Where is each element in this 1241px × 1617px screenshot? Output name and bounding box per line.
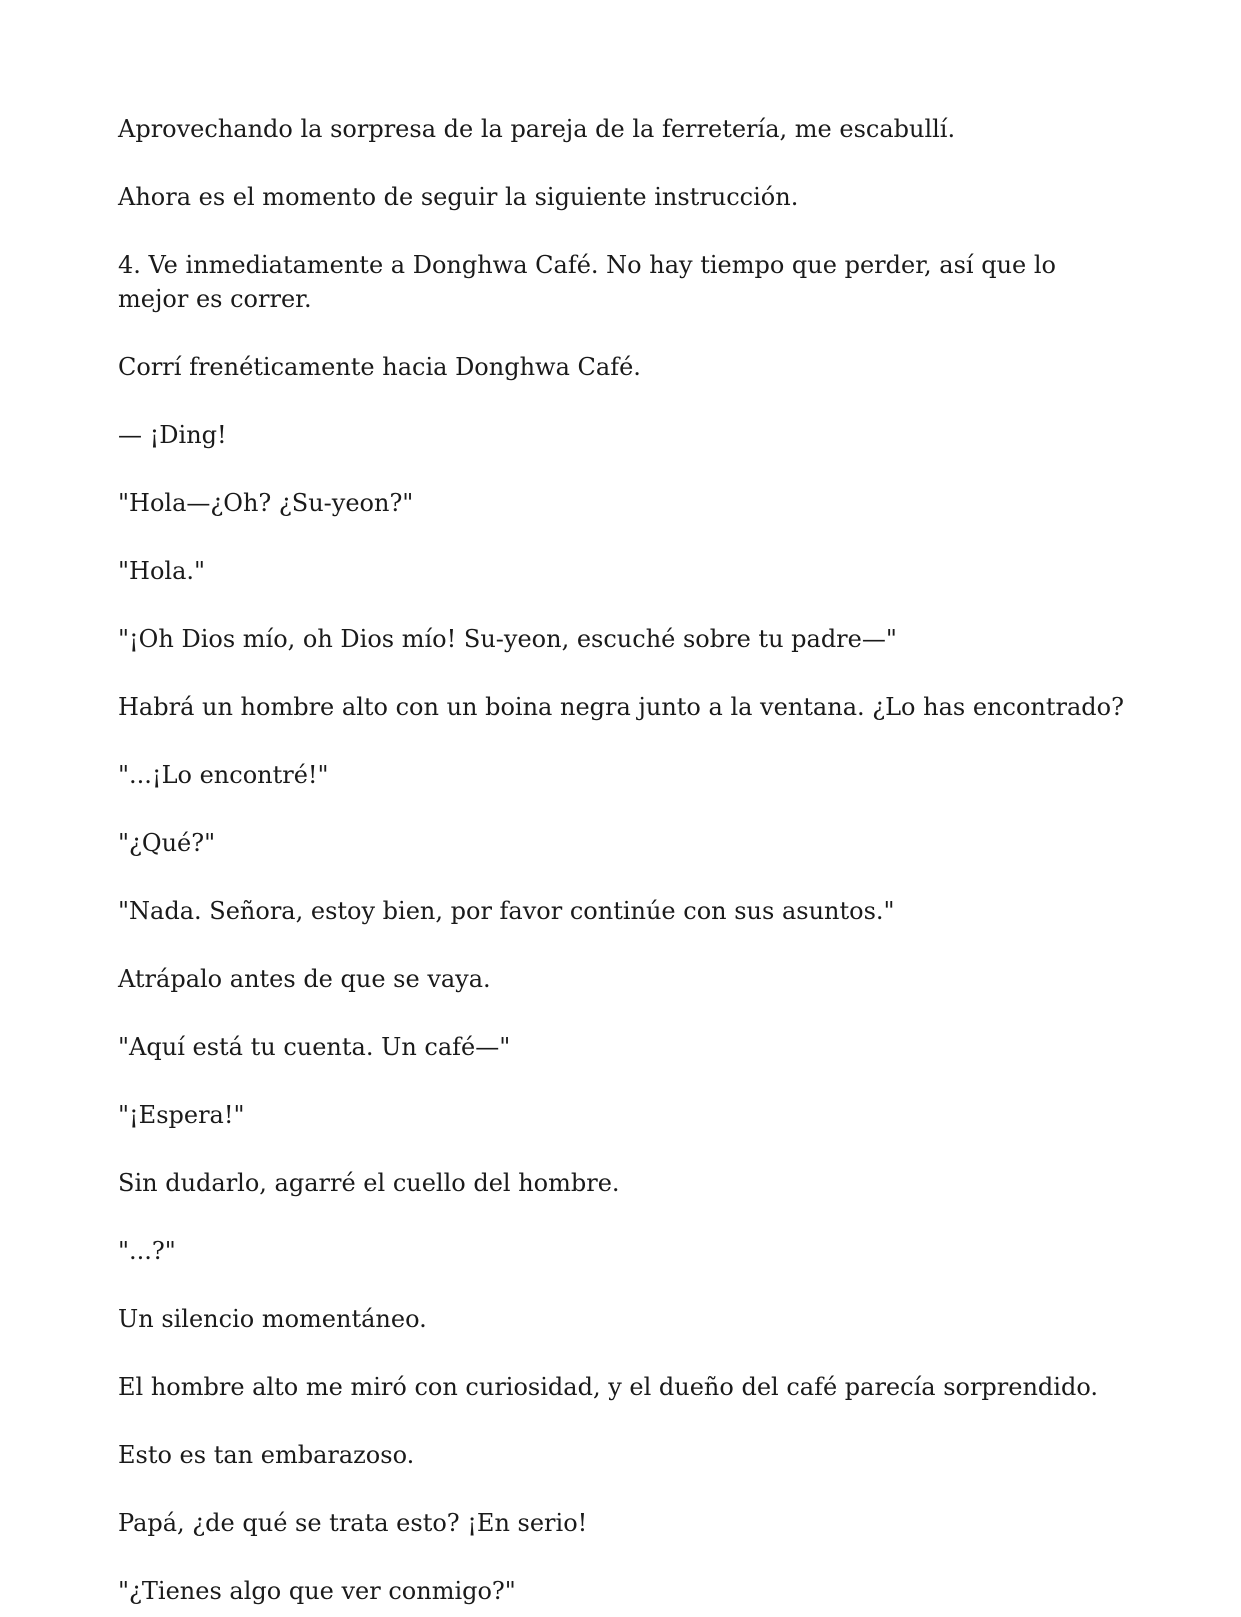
- paragraph: 4. Ve inmediatamente a Donghwa Café. No hay tiempo que perder, así que lo mejor es correr.: [118, 251, 1056, 313]
- paragraph: Aprovechando la sorpresa de la pareja de la ferretería, me escabullí.: [118, 115, 956, 143]
- document-body: [118, 112, 1128, 1617]
- paragraph: "¿Tienes algo que ver conmigo?": [118, 1577, 516, 1605]
- paragraph: Un silencio momentáneo.: [118, 1305, 427, 1333]
- paragraph: "Nada. Señora, estoy bien, por favor continúe con sus asuntos.": [118, 897, 895, 925]
- paragraph: Corrí frenéticamente hacia Donghwa Café.: [118, 353, 641, 381]
- paragraph: — ¡Ding!: [118, 421, 227, 449]
- paragraph: Atrápalo antes de que se vaya.: [118, 965, 491, 993]
- paragraph: "¡Oh Dios mío, oh Dios mío! Su-yeon, escuché sobre tu padre—": [118, 625, 897, 653]
- paragraph: Ahora es el momento de seguir la siguiente instrucción.: [118, 183, 799, 211]
- paragraph: "Hola—¿Oh? ¿Su-yeon?": [118, 489, 414, 517]
- paragraph: "...?": [118, 1237, 176, 1265]
- paragraph: "Aquí está tu cuenta. Un café—": [118, 1033, 511, 1061]
- paragraph: Esto es tan embarazoso.: [118, 1441, 415, 1469]
- paragraph: Habrá un hombre alto con un boina negra junto a la ventana. ¿Lo has encontrado?: [118, 693, 1124, 721]
- paragraph: El hombre alto me miró con curiosidad, y el dueño del café parecía sorprendido.: [118, 1373, 1098, 1401]
- paragraph: "...¡Lo encontré!": [118, 761, 329, 789]
- paragraph: "¿Qué?": [118, 829, 216, 857]
- paragraph: "¡Espera!": [118, 1101, 245, 1129]
- paragraph: "Hola.": [118, 557, 206, 585]
- paragraph: Papá, ¿de qué se trata esto? ¡En serio!: [118, 1509, 588, 1537]
- paragraph: Sin dudarlo, agarré el cuello del hombre.: [118, 1169, 620, 1197]
